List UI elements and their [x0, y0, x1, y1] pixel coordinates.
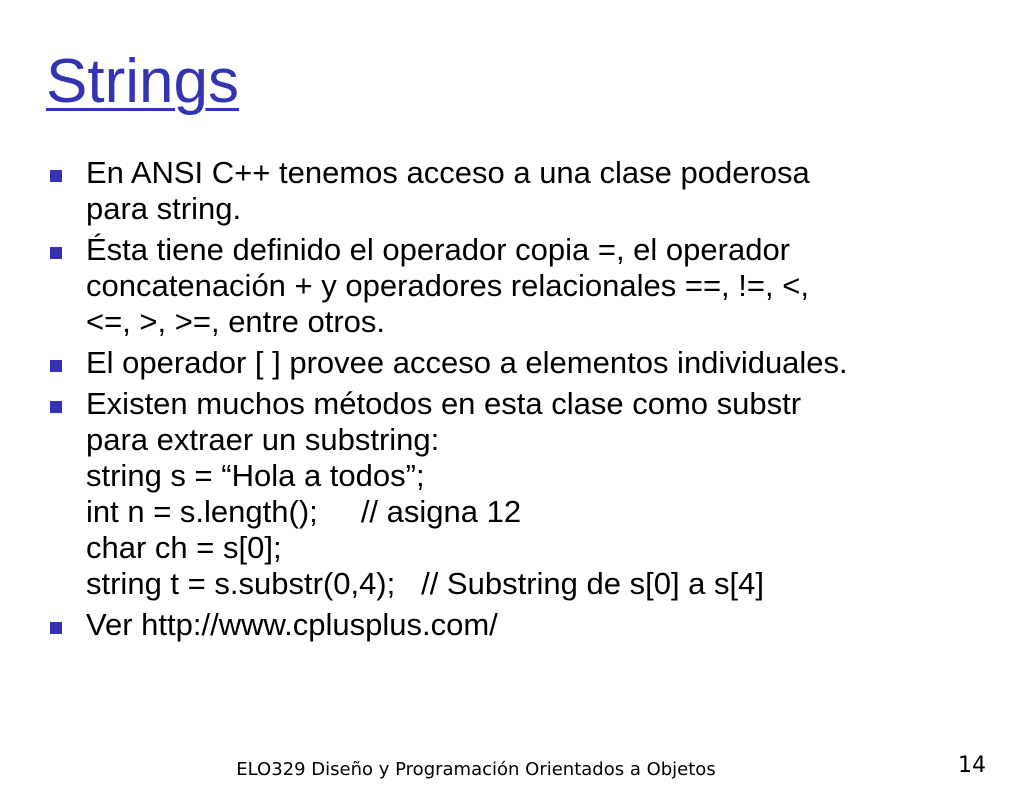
bullet-item [48, 345, 998, 381]
square-bullet-icon [50, 401, 62, 413]
square-bullet-icon [50, 622, 62, 634]
bullet-text-line: Existen muchos métodos en esta clase como substr [86, 386, 802, 421]
bullet-text-line: El operador [ ] provee acceso a elementos individuales. [86, 345, 848, 380]
bullet-text-line: para extraer un substring: [86, 422, 440, 457]
code-line: string t = s.substr(0,4); // Substring de s[0] a s[4] [86, 566, 764, 601]
bullet-item [48, 607, 998, 643]
square-bullet-icon [50, 247, 62, 259]
code-line: char ch = s[0]; [86, 530, 282, 565]
bullet-text-line: <=, >, >=, entre otros. [86, 304, 385, 339]
bullet-text-line: En ANSI C++ tenemos acceso a una clase poderosa [86, 155, 810, 190]
square-bullet-icon [50, 360, 62, 372]
code-line: string s = “Hola a todos”; [86, 458, 425, 493]
bullet-item [48, 155, 998, 227]
bullet-text-line: concatenación + y operadores relacionales ==, !=, <, [86, 268, 809, 303]
bullet-text-line: Ver http://www.cplusplus.com/ [86, 607, 498, 642]
slide-title: Strings [46, 47, 239, 116]
bullet-item [48, 232, 998, 340]
slide-footer: ELO329 Diseño y Programación Orientados a Objetos [236, 759, 716, 780]
page-number: 14 [958, 753, 986, 778]
bullet-text-line: Ésta tiene definido el operador copia =, el operador [86, 232, 791, 267]
bullet-item [48, 386, 998, 602]
square-bullet-icon [50, 170, 62, 182]
bullet-list [48, 155, 998, 648]
bullet-text-line: para string. [86, 191, 242, 226]
code-line: int n = s.length(); // asigna 12 [86, 494, 522, 529]
